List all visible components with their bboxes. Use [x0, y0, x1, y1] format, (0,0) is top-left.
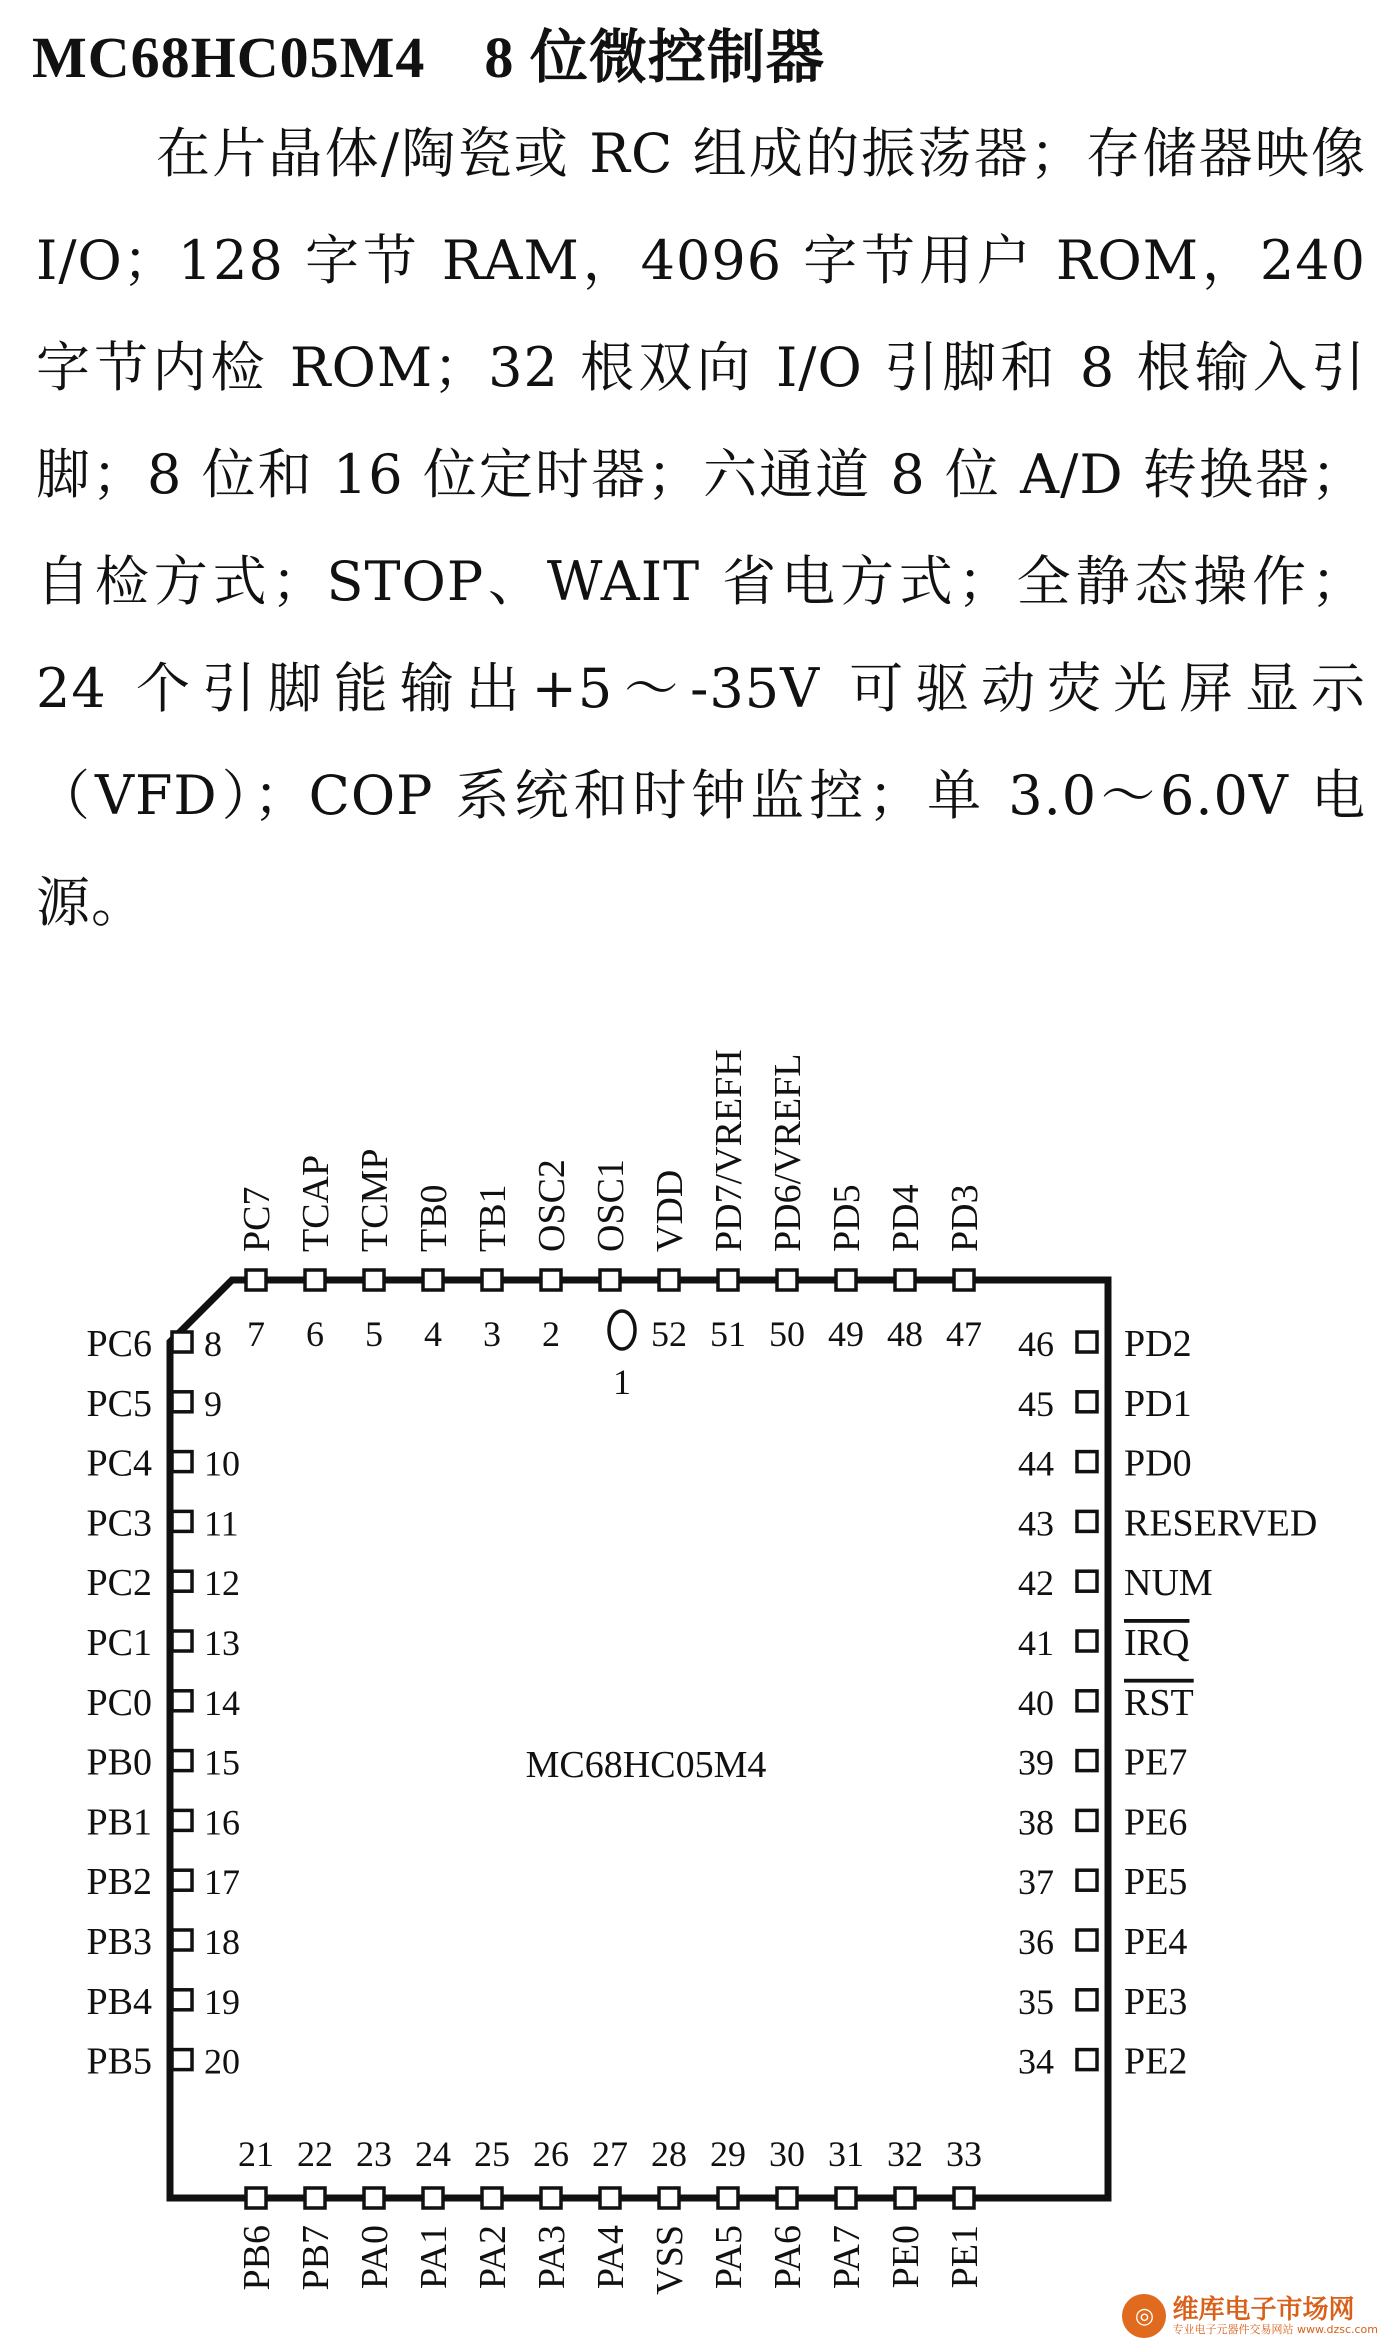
pin-number: 9	[204, 1383, 222, 1424]
pin-label: VSS	[649, 2225, 691, 2295]
pin-pad-left	[172, 1810, 192, 1830]
pin-pad-left	[172, 1631, 192, 1651]
pin-pad-left	[172, 1930, 192, 1950]
pin-number: 25	[474, 2134, 510, 2174]
pin-label: PD1	[1124, 1382, 1192, 1425]
pin-pad-bottom	[423, 2188, 443, 2208]
pin-number: 15	[204, 1742, 240, 1783]
pin-label: PE5	[1124, 1861, 1188, 1904]
pin-label: PB2	[86, 1861, 152, 1904]
pin-number: 8	[204, 1324, 222, 1364]
pin-number: 41	[1018, 1623, 1054, 1663]
pin-label: PC2	[86, 1562, 152, 1605]
pin-label: PA2	[472, 2225, 514, 2290]
pin-pad-right	[1077, 1511, 1097, 1531]
pin-label: PC3	[86, 1502, 152, 1545]
pin-label: PC0	[86, 1681, 152, 1724]
pin-label: RESERVED	[1124, 1502, 1318, 1545]
pin-pad-left	[172, 1452, 192, 1472]
pin-pad-left	[172, 1511, 192, 1531]
watermark-subtitle: 专业电子元器件交易网站	[1172, 2322, 1294, 2336]
pin-number: 10	[204, 1443, 240, 1484]
pin-label: PA3	[531, 2225, 573, 2290]
pin-number: 27	[592, 2134, 628, 2174]
pin-label: PC4	[86, 1442, 152, 1485]
pin-number: 4	[424, 1314, 442, 1354]
pin-pad-top	[364, 1270, 384, 1290]
pin-number: 18	[204, 1922, 240, 1962]
pin-pad-top	[600, 1270, 620, 1290]
pin-number: 5	[365, 1314, 383, 1354]
pin-number: 26	[533, 2134, 569, 2174]
pin-pad-right	[1077, 1751, 1097, 1771]
pin-pad-top	[541, 1270, 561, 1290]
pin-pad-left	[172, 1870, 192, 1890]
pin-number: 47	[946, 1314, 982, 1354]
pin-pad-bottom	[305, 2188, 325, 2208]
pin-label: PA5	[708, 2225, 750, 2290]
pin-number: 22	[297, 2134, 333, 2174]
pin-label: PB4	[86, 1980, 152, 2023]
pin-number: 50	[769, 1314, 805, 1354]
pin-label: PB0	[86, 1741, 152, 1784]
pin-label: PE7	[1124, 1741, 1188, 1784]
pin-pad-left	[172, 2050, 192, 2070]
pin-number: 6	[306, 1314, 324, 1354]
pin-label: PC5	[86, 1382, 152, 1425]
pin-number: 31	[828, 2134, 864, 2174]
pin-number: 32	[887, 2134, 923, 2174]
pin-pad-bottom	[364, 2188, 384, 2208]
pin-pad-right	[1077, 1332, 1097, 1352]
pin-label: PB6	[236, 2225, 278, 2291]
pin-label: PA1	[413, 2225, 455, 2290]
pin-pad-left	[172, 1990, 192, 2010]
pin-pad-top	[954, 1270, 974, 1290]
pin-label: PE6	[1124, 1801, 1188, 1844]
pin-label: VDD	[649, 1169, 691, 1252]
pin-number: 21	[238, 2134, 274, 2174]
watermark-sub	[1172, 2324, 1378, 2336]
pin-pad-bottom	[482, 2188, 502, 2208]
pin-label: PD3	[944, 1184, 986, 1252]
pin-number: 46	[1018, 1324, 1054, 1364]
pin-label: TCMP	[354, 1148, 396, 1252]
pin-pad-bottom	[895, 2188, 915, 2208]
pin-number: 35	[1018, 1981, 1054, 2022]
pin-number: 12	[204, 1563, 240, 1604]
pin-label: PA6	[767, 2225, 809, 2290]
pin-label: OSC2	[531, 1159, 573, 1252]
pin-number: 19	[204, 1981, 240, 2022]
pin-pad-right	[1077, 1990, 1097, 2010]
pin-pad-left	[172, 1691, 192, 1711]
pin-number: 11	[204, 1503, 239, 1544]
pin-pad-top	[718, 1270, 738, 1290]
pin-pad-right	[1077, 2050, 1097, 2070]
pin-number: 28	[651, 2134, 687, 2174]
pin-number: 52	[651, 1314, 687, 1354]
pin-number: 43	[1018, 1503, 1054, 1544]
pin-pad-top	[246, 1270, 266, 1290]
pin-number: 13	[204, 1623, 240, 1663]
pin-number: 49	[828, 1314, 864, 1354]
pin-label: PC1	[86, 1622, 152, 1664]
pin-label: IRQ	[1124, 1622, 1190, 1664]
pin1-number: 1	[613, 1362, 631, 1402]
pin-number: 20	[204, 2041, 240, 2082]
pin-pad-left	[172, 1392, 192, 1412]
watermark	[1122, 2294, 1378, 2338]
pin-label: PA0	[354, 2225, 396, 2290]
pin-pad-bottom	[659, 2188, 679, 2208]
pin-pad-bottom	[777, 2188, 797, 2208]
pin-number: 39	[1018, 1742, 1054, 1783]
chip-svg	[0, 980, 1392, 2346]
pin-number: 7	[247, 1314, 265, 1354]
pin-number: 14	[204, 1682, 240, 1723]
pin-pad-top	[659, 1270, 679, 1290]
pin-label: TB0	[413, 1184, 455, 1252]
pin-pad-top	[836, 1270, 856, 1290]
pin-number: 17	[204, 1862, 240, 1903]
pin-pad-right	[1077, 1452, 1097, 1472]
pin-label: PB1	[86, 1801, 152, 1844]
pin-pad-right	[1077, 1930, 1097, 1950]
pin-number: 3	[483, 1314, 501, 1354]
pin-number: 51	[710, 1314, 746, 1354]
pin-label: PA7	[826, 2225, 868, 2290]
pin-pad-left	[172, 1332, 192, 1352]
pin-number: 29	[710, 2134, 746, 2174]
pin-pad-right	[1077, 1810, 1097, 1830]
pin-label: PD6/VREFL	[767, 1053, 809, 1252]
pin-pad-bottom	[954, 2188, 974, 2208]
pin-pad-right	[1077, 1571, 1097, 1591]
pin-pad-top	[482, 1270, 502, 1290]
pin-pad-top	[895, 1270, 915, 1290]
pin-number: 23	[356, 2134, 392, 2174]
pin-number: 30	[769, 2134, 805, 2174]
pin-number: 37	[1018, 1862, 1054, 1903]
pin-number: 36	[1018, 1922, 1054, 1962]
pin-pad-top	[305, 1270, 325, 1290]
pin-label: PE1	[944, 2225, 986, 2289]
pin-label: PD4	[885, 1184, 927, 1252]
pin-label: PE4	[1124, 1921, 1188, 1963]
pin-pad-bottom	[718, 2188, 738, 2208]
pin-label: PD0	[1124, 1442, 1192, 1485]
watermark-brand: 维库电子市场网	[1172, 2294, 1355, 2325]
pin-pad-right	[1077, 1870, 1097, 1890]
pin-label: RST	[1124, 1681, 1194, 1724]
pin-number: 24	[415, 2134, 451, 2174]
pin-number: 16	[204, 1802, 240, 1843]
pin-pad-bottom	[541, 2188, 561, 2208]
pins-layer	[87, 1049, 1318, 2294]
chip-body	[170, 1280, 1108, 2198]
pin-label: PC6	[86, 1323, 152, 1365]
pin-label: PD7/VREFH	[708, 1049, 750, 1252]
pin1-marker	[609, 1311, 635, 1349]
pin-label: PD2	[1124, 1323, 1192, 1365]
chip-name-label: MC68HC05M4	[525, 1744, 767, 1786]
pin-label: PA4	[590, 2225, 632, 2290]
pin-pad-left	[172, 1751, 192, 1771]
pin-label: OSC1	[590, 1159, 632, 1252]
pin-number: 42	[1018, 1563, 1054, 1604]
pin-label: PE2	[1124, 2040, 1188, 2083]
pin-label: PB7	[295, 2225, 337, 2291]
pin-number: 45	[1018, 1383, 1054, 1424]
chip-description: 在片晶体/陶瓷或 RC 组成的振荡器；存储器映像 I/O；128 字节 RAM，4096 字节用户 ROM，240 字节内检 ROM；32 根双向 I/O 引脚和 8 根输入引脚；8 位和 16 位定时器；六通道 8 位 A/D 转换器；自检方式；STOP、WAIT 省电方式；全静态操作；24 个引脚能输出+5～-35V 可驱动荧光屏显示（VFD）；COP 系统和时钟监控；单 3.0～6.0V 电源。	[36, 122, 1366, 934]
pin-label: PB3	[86, 1921, 152, 1963]
page-title: MC68HC05M4 8 位微控制器	[32, 25, 825, 90]
pin-number: 34	[1018, 2041, 1054, 2082]
pin-pad-bottom	[600, 2188, 620, 2208]
pin-label: TB1	[472, 1184, 514, 1252]
pin-pad-right	[1077, 1691, 1097, 1711]
pinout-diagram	[0, 980, 1392, 2346]
pin-number: 33	[946, 2134, 982, 2174]
pin-number: 48	[887, 1314, 923, 1354]
pin-number: 40	[1018, 1682, 1054, 1723]
pin-label: PC7	[236, 1186, 278, 1252]
pin-pad-right	[1077, 1631, 1097, 1651]
pin-label: PE3	[1124, 1980, 1188, 2023]
pin-pad-top	[777, 1270, 797, 1290]
dzsc-logo-icon: ◎	[1122, 2294, 1166, 2338]
pin-label: PD5	[826, 1184, 868, 1252]
pin-number: 38	[1018, 1802, 1054, 1843]
pin-label: PB5	[86, 2040, 152, 2083]
pin-label: NUM	[1124, 1562, 1213, 1605]
pin-pad-top	[423, 1270, 443, 1290]
pin-pad-bottom	[246, 2188, 266, 2208]
watermark-domain: www.dzsc.com	[1296, 2322, 1378, 2336]
pin-number: 2	[542, 1314, 560, 1354]
pin-pad-bottom	[836, 2188, 856, 2208]
pin-pad-right	[1077, 1392, 1097, 1412]
pin-number: 44	[1018, 1443, 1054, 1484]
pin-label: PE0	[885, 2225, 927, 2289]
pin-pad-left	[172, 1571, 192, 1591]
pin-label: TCAP	[295, 1154, 337, 1252]
